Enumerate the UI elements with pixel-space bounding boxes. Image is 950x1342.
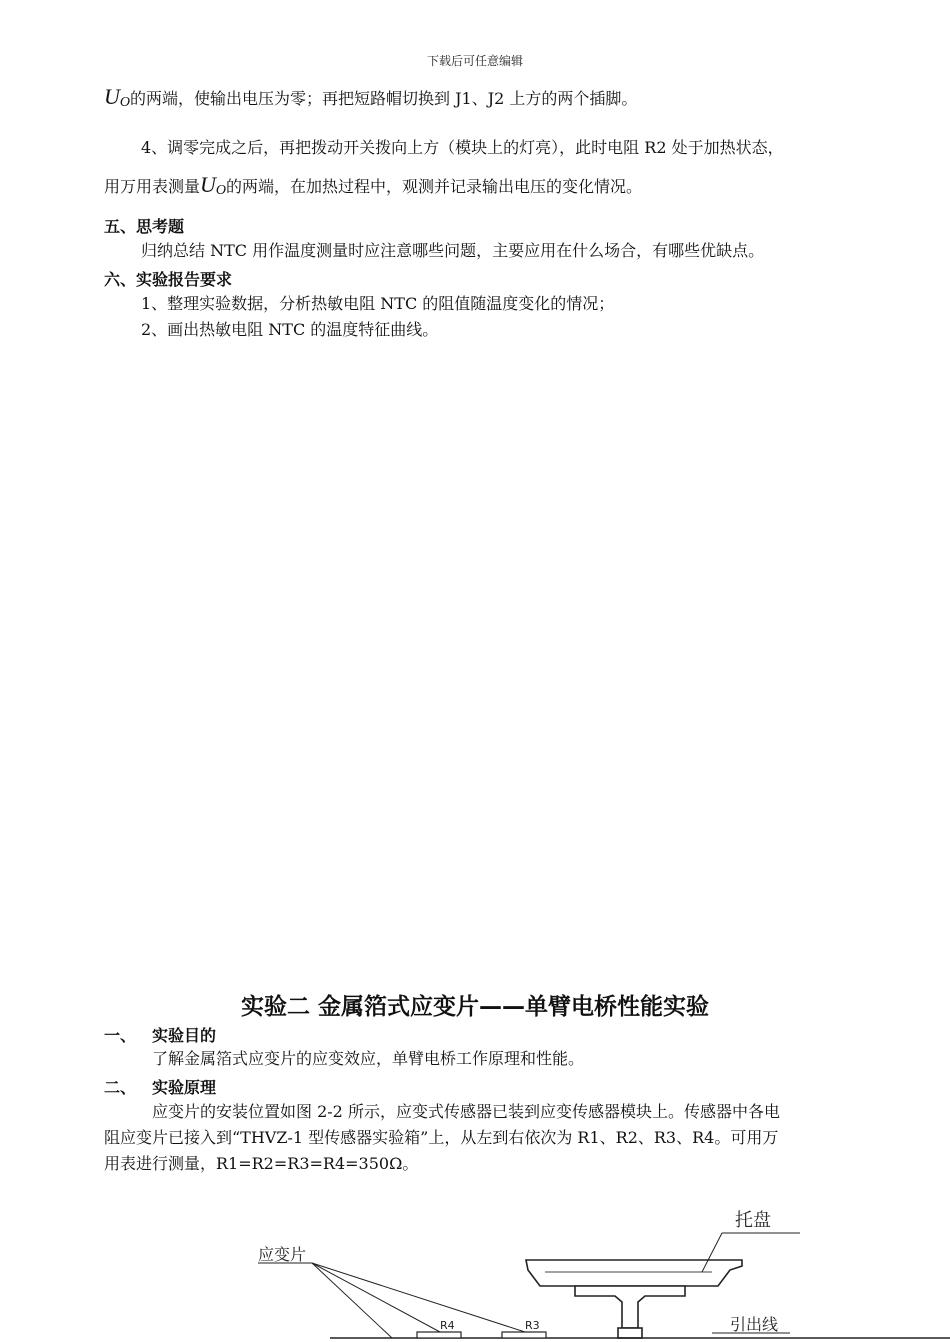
tray-shape (526, 1260, 742, 1286)
section-6-title: 六、实验报告要求 (104, 270, 233, 289)
label-lead-wire: 引出线 (730, 1315, 779, 1334)
stem-base (618, 1328, 642, 1338)
section-6-item-2: 2、画出热敏电阻 NTC 的温度特征曲线。 (141, 320, 439, 339)
strain-gauge-figure (0, 1190, 950, 1342)
gauge-r3 (502, 1332, 546, 1338)
label-tray: 托盘 (735, 1210, 771, 1231)
leader-to-r3 (312, 1263, 525, 1332)
uo-symbol-2: UO (200, 172, 227, 198)
section-two-title: 实验原理 (152, 1078, 217, 1097)
label-r3: R3 (525, 1319, 540, 1332)
section-5-text: 归纳总结 NTC 用作温度测量时应注意哪些问题，主要应用在什么场合，有哪些优缺点。 (141, 241, 765, 260)
section-one-title: 实验目的 (152, 1026, 217, 1045)
paragraph-2-line-1: 4、调零完成之后，再把拨动开关拨向上方（模块上的灯亮），此时电阻 R2 处于加热状态， (141, 138, 784, 157)
experiment-2-title: 实验二 金属箔式应变片——单臂电桥性能实验 (240, 994, 709, 1020)
section-one-text: 了解金属箔式应变片的应变效应，单臂电桥工作原理和性能。 (152, 1049, 585, 1068)
section-one-number: 一、 (104, 1026, 137, 1045)
section-two-line-2: 阻应变片已接入到“THVZ-1 型传感器实验箱”上，从左到右依次为 R1、R2、R3、R4。可用万 (104, 1128, 779, 1147)
section-5-title: 五、思考题 (104, 217, 185, 236)
gauge-r4 (417, 1332, 461, 1338)
tray-stem (575, 1286, 685, 1328)
uo-symbol: UO (104, 84, 131, 110)
paragraph-1 (104, 86, 637, 112)
label-strain-gauge: 应变片 (258, 1245, 307, 1264)
section-two-number: 二、 (104, 1078, 137, 1097)
paragraph-2-line-2: 用万用表测量UO的两端，在加热过程中，观测并记录输出电压的变化情况。 (104, 172, 643, 198)
leader-to-r4 (312, 1263, 440, 1332)
page-header: 下载后可任意编辑 (426, 54, 523, 68)
section-two-line-3: 用表进行测量，R1=R2=R3=R4=350Ω。 (104, 1154, 419, 1173)
label-r4: R4 (440, 1319, 455, 1332)
section-6-item-1: 1、整理实验数据，分析热敏电阻 NTC 的阻值随温度变化的情况； (141, 294, 615, 313)
leader-to-beam (312, 1263, 392, 1338)
paragraph-1-text: 的两端，使输出电压为零；再把短路帽切换到 J1、J2 上方的两个插脚。 (130, 89, 638, 108)
section-two-line-1: 应变片的安装位置如图 2-2 所示，应变式传感器已装到应变传感器模块上。传感器中各电 (152, 1102, 780, 1121)
